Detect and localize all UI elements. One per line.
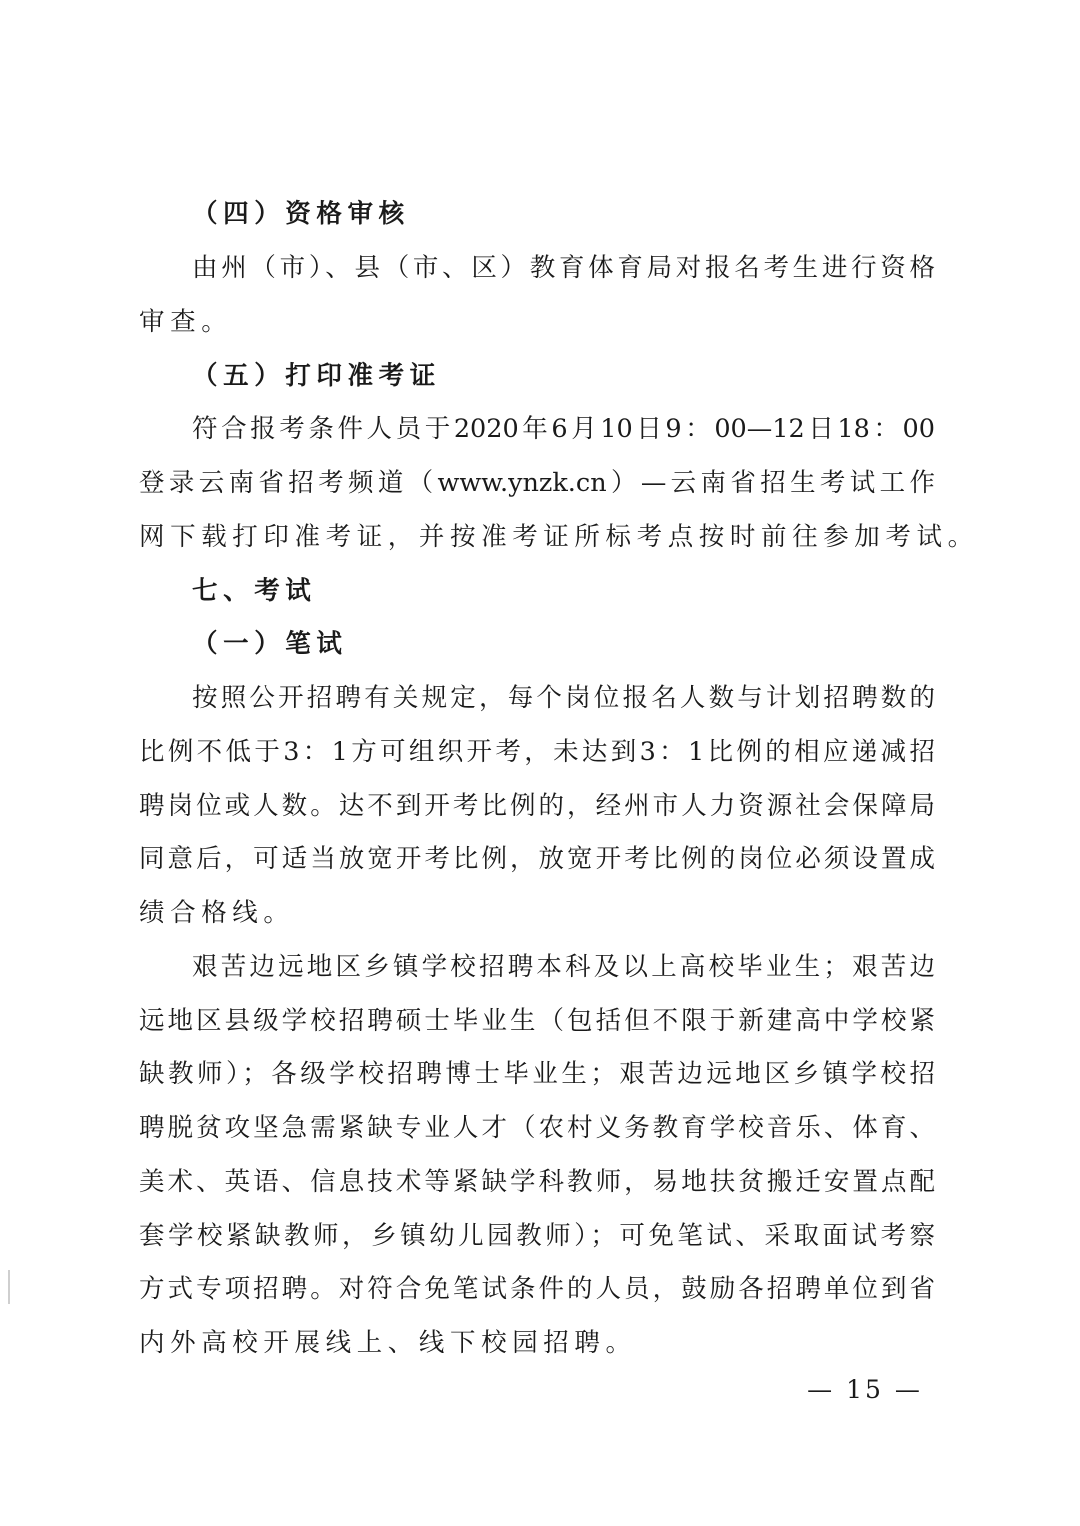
paragraph-line: 套学校紧缺教师，乡镇幼儿园教师）；可免笔试、采取面试考察 [139,1221,935,1251]
paragraph-line: 方式专项招聘。对符合免笔试条件的人员，鼓励各招聘单位到省 [139,1274,935,1304]
paragraph-line: 按照公开招聘有关规定，每个岗位报名人数与计划招聘数的 [192,683,935,713]
paragraph-line: 登录云南省招考频道（www.ynzk.cn）—云南省招生考试工作 [139,468,935,498]
paragraph-line: 聘脱贫攻坚急需紧缺专业人才（农村义务教育学校音乐、体育、 [139,1113,935,1143]
scan-edge-mark [8,1270,10,1304]
paragraph-line: 聘岗位或人数。达不到开考比例的，经州市人力资源社会保障局 [139,791,935,821]
paragraph-line: 艰苦边远地区乡镇学校招聘本科及以上高校毕业生；艰苦边 [192,952,935,982]
paragraph-line: 由州（市）、县（市、区）教育体育局对报名考生进行资格 [192,253,935,283]
page-number: — 15 — [807,1375,923,1404]
paragraph-line: 绩合格线。 [139,898,295,928]
paragraph-line: 美术、英语、信息技术等紧缺学科教师，易地扶贫搬迁安置点配 [139,1167,935,1197]
paragraph-line: 网下载打印准考证，并按准考证所标考点按时前往参加考试。 [139,522,979,552]
paragraph-line: 内外高校开展线上、线下校园招聘。 [139,1328,637,1358]
section-heading-qualification-review: （四）资格审核 [192,199,410,229]
paragraph-line: 同意后，可适当放宽开考比例，放宽开考比例的岗位必须设置成 [139,844,935,874]
paragraph-line: 符合报考条件人员于2020年6月10日9：00—12日18：00 [192,414,935,444]
section-heading-written-exam: （一）笔试 [192,629,348,659]
paragraph-line: 远地区县级学校招聘硕士毕业生（包括但不限于新建高中学校紧 [139,1006,935,1036]
paragraph-line: 比例不低于3：1方可组织开考，未达到3：1比例的相应递减招 [139,737,935,767]
paragraph-line: 审查。 [139,307,233,337]
chapter-heading-exam: 七、考试 [192,576,317,606]
section-heading-print-admission-ticket: （五）打印准考证 [192,361,441,391]
paragraph-line: 缺教师）；各级学校招聘博士毕业生；艰苦边远地区乡镇学校招 [139,1059,935,1089]
